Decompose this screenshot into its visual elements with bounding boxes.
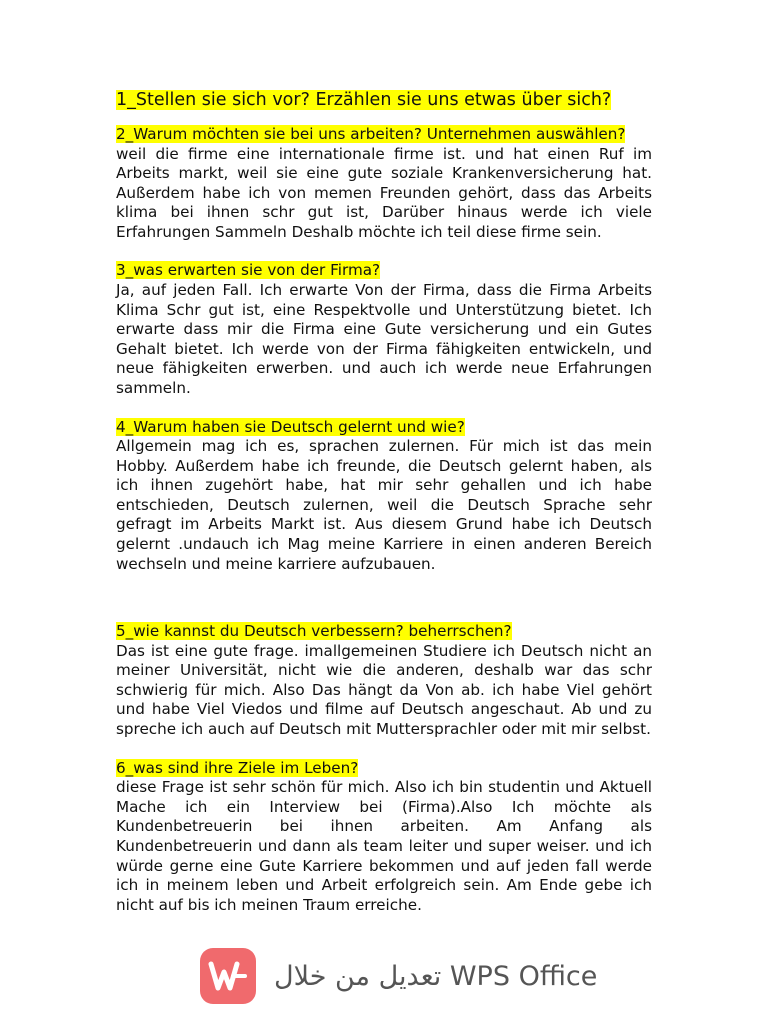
- question-5: 5_wie kannst du Deutsch verbessern? beherrschen?: [116, 622, 512, 641]
- qa-block-4: [116, 418, 652, 575]
- wps-watermark[interactable]: [200, 948, 597, 1004]
- wps-w-icon: [200, 948, 256, 1004]
- watermark-text: تعديل من خلال WPS Office: [274, 960, 598, 992]
- question-3: 3_was erwarten sie von der Firma?: [116, 261, 381, 280]
- qa-block-6: [116, 759, 652, 916]
- question-2: 2_Warum möchten sie bei uns arbeiten? Unternehmen auswählen?: [116, 125, 626, 143]
- answer-2: weil die firme eine internationale firme ist. und hat einen Ruf im Arbeits markt, weil sie eine gute soziale Krankenversicherung hat. Außerdem habe ich von memen Freunden gehört, dass das Arbeits klima bei ihnen schr gut ist, Darüber hinaus werde ich viele Erfahrungen Sammeln Deshalb möchte ich teil diese firme sein.: [116, 144, 652, 241]
- answer-3: Ja, auf jeden Fall. Ich erwarte Von der Firma, dass die Firma Arbeits Klima Schr gut ist, eine Respektvolle und Unterstützung bietet. Ich erwarte dass mir die Firma eine Gute versicherung und ein Gutes Gehalt bietet. Ich werde von der Firma fähigkeiten entwickeln, und neue fähigkeiten erwerben. und auch ich werde neue Erfahrungen sammeln.: [116, 280, 652, 397]
- answer-5: Das ist eine gute frage. imallgemeinen Studiere ich Deutsch nicht an meiner Universität, nicht wie die anderen, deshalb war das schr schwierig für mich. Also Das hängt da Von ab. ich habe Viel gehört und habe Viel Viedos und filme auf Deutsch angeschaut. Ab und zu spreche ich auch auf Deutsch mit Muttersprachler oder mit mir selbst.: [116, 641, 652, 739]
- question-6: 6_was sind ihre Ziele im Leben?: [116, 758, 359, 777]
- answer-6: diese Frage ist sehr schön für mich. Also ich bin studentin und Aktuell Mache ich ein Interview bei (Firma).Also Ich möchte als Kundenbetreuerin bei ihnen arbeiten. Am Anfang als Kundenbetreuerin und dann als team leiter und super weiser. und ich würde gerne eine Gute Karriere bekommen und auf jeden fall werde ich in meinem leben und Arbeit erfolgreich sein. Am Ende gebe ich nicht auf bis ich meinen Traum erreiche.: [116, 778, 652, 914]
- question-1: 1_Stellen sie sich vor? Erzählen sie uns etwas über sich?: [116, 90, 612, 110]
- answer-4: Allgemein mag ich es, sprachen zulernen. Für mich ist das mein Hobby. Außerdem habe ich freunde, die Deutsch gelernt haben, als ich ihnen zugehört habe, hat mir sehr gehallen und ich habe entschieden, Deutsch zulernen, weil die Deutsch Sprache sehr gefragt im Arbeits Markt ist. Aus diesem Grund habe ich Deutsch gelernt .undauch ich Mag meine Karriere in einen anderen Bereich wechseln und meine karriere aufzubauen.: [116, 437, 652, 573]
- question-4: 4_Warum haben sie Deutsch gelernt und wie?: [116, 417, 465, 436]
- qa-block-2: [116, 125, 652, 242]
- document-page: [116, 88, 652, 934]
- qa-block-5: [116, 622, 652, 739]
- qa-block-3: [116, 261, 652, 398]
